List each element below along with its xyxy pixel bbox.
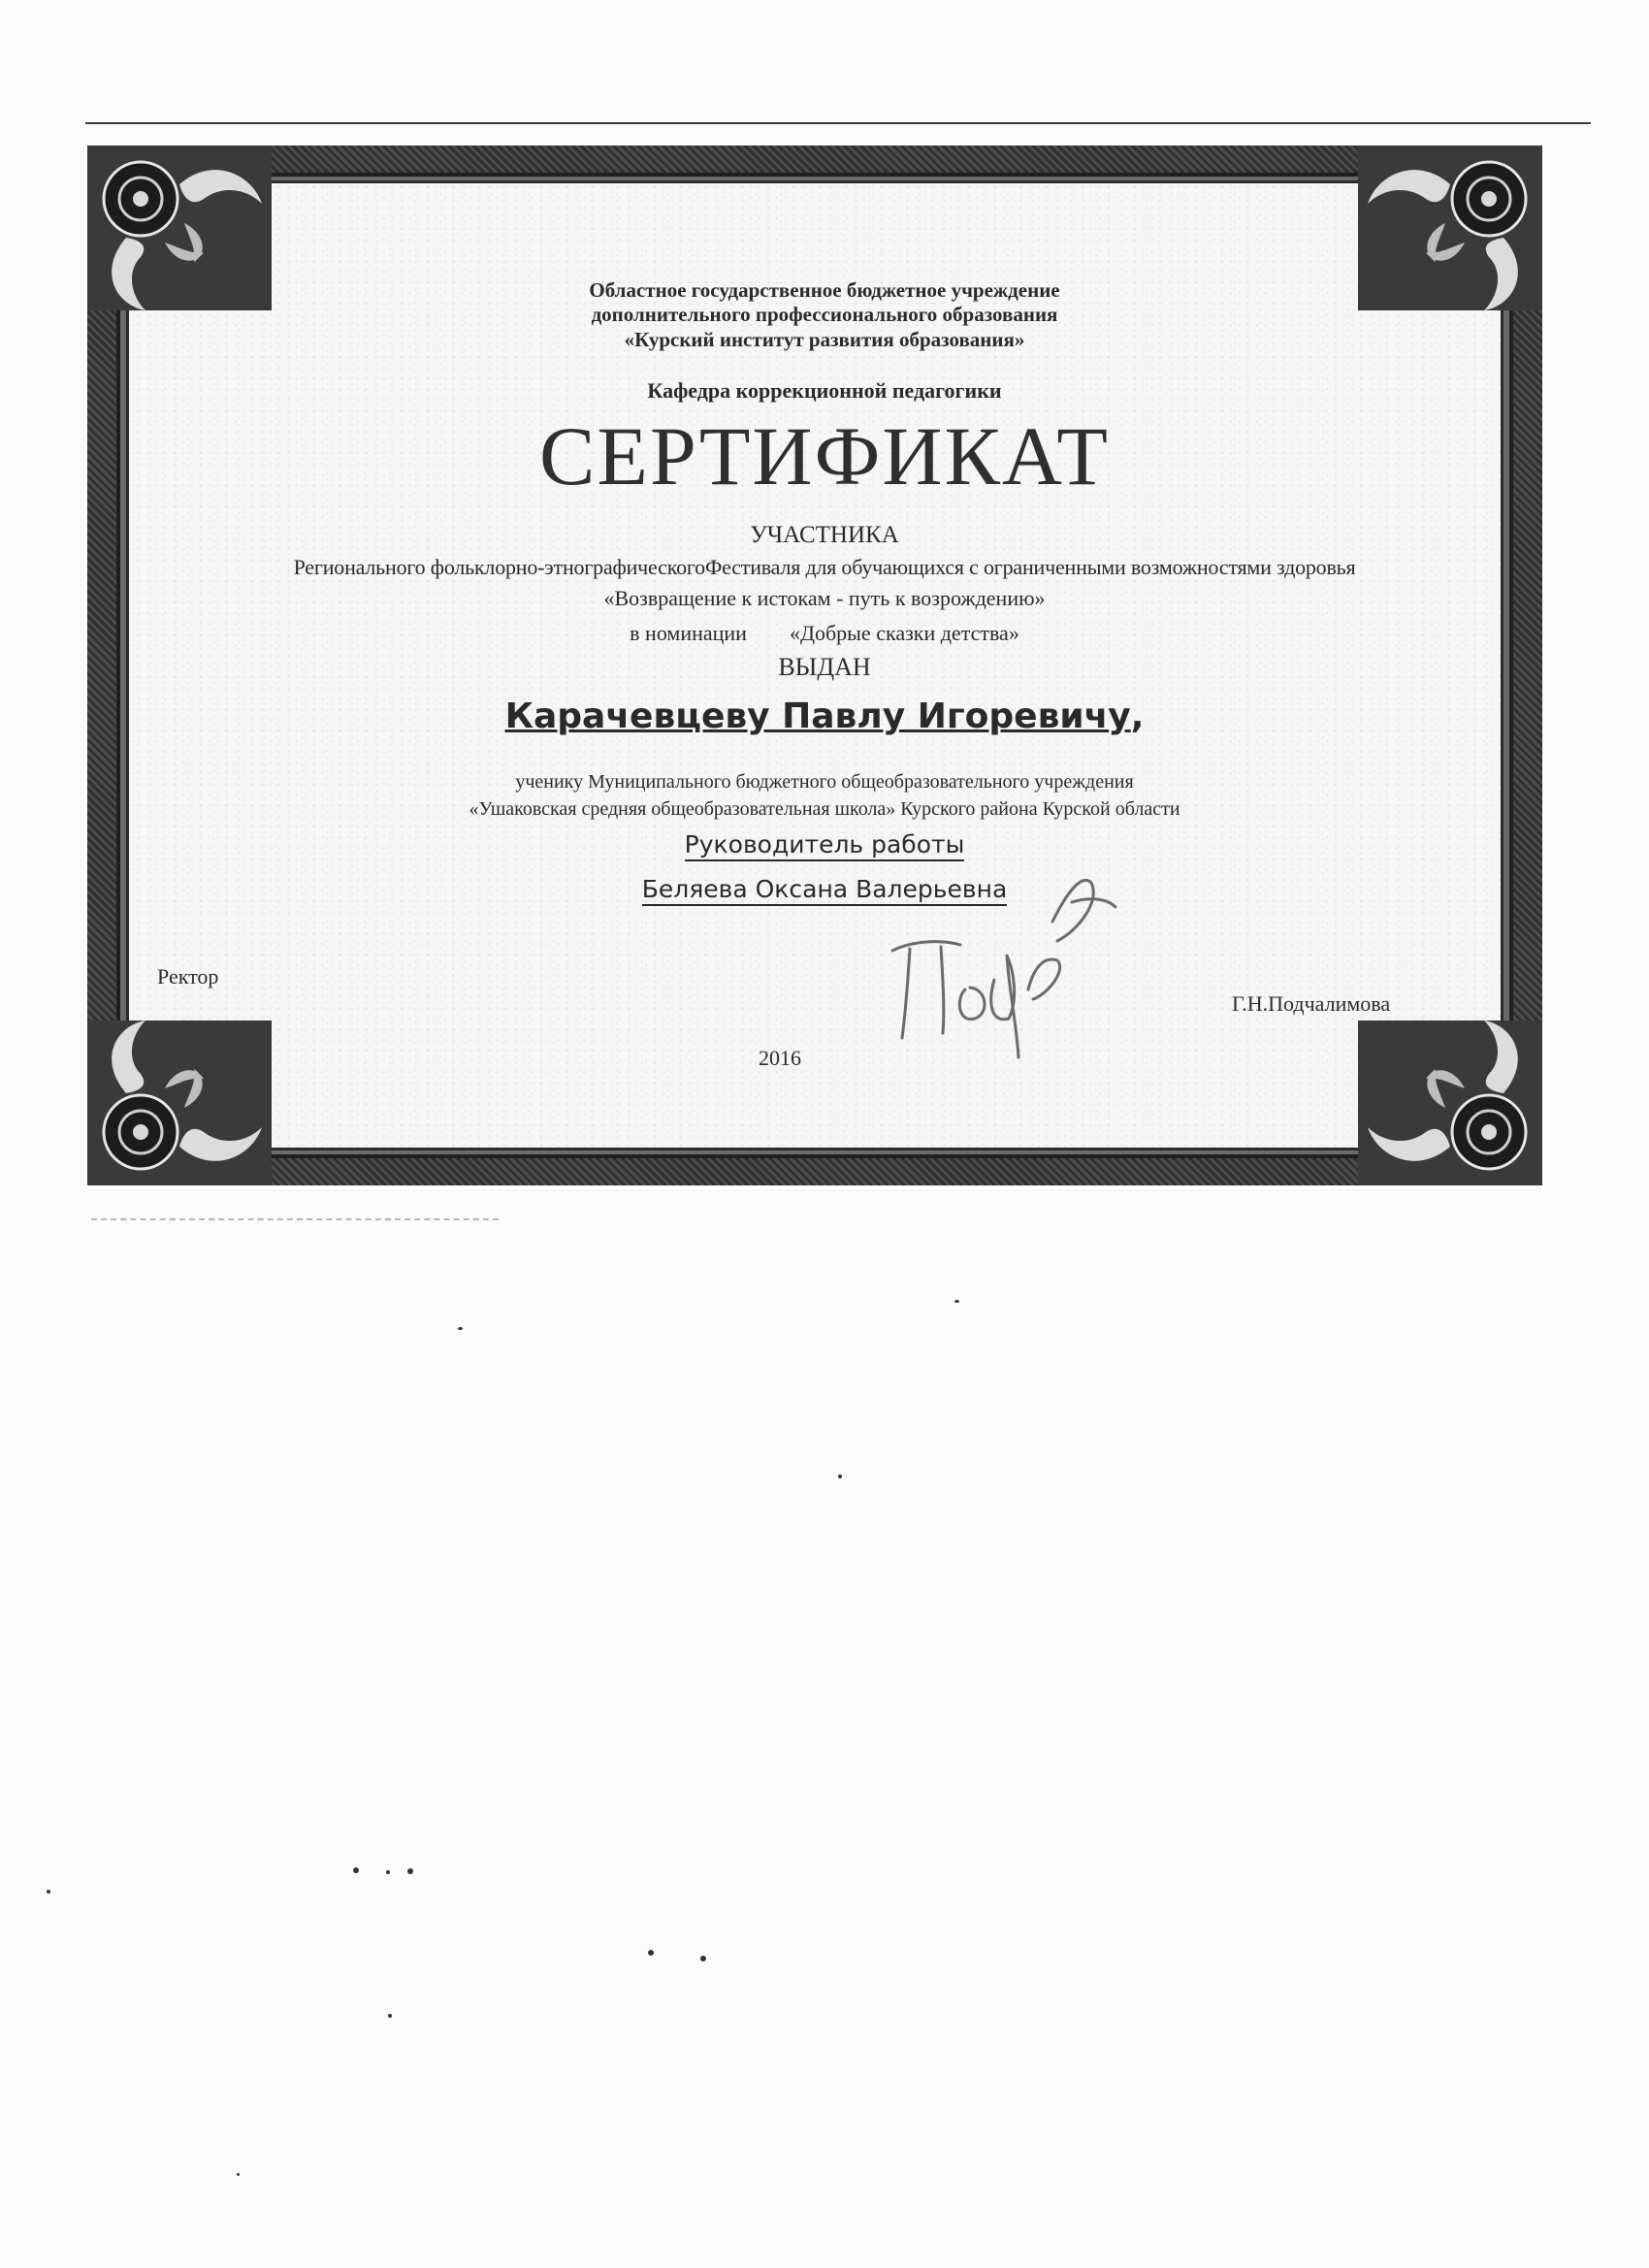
festival-name: Регионального фольклорно-этнографическогоФестиваля для обучающихся с ограниченными возможностями здоровья — [293, 555, 1356, 579]
supervisor-label — [126, 830, 1523, 859]
nomination-value: «Добрые сказки детства» — [789, 621, 1019, 645]
ornament-corner-icon — [87, 1021, 272, 1185]
speck — [386, 1870, 390, 1874]
signature-icon — [873, 863, 1125, 1067]
bottom-edge-line — [91, 1218, 499, 1220]
speck — [388, 2014, 392, 2018]
rector-name: Г.Н.Подчалимова — [1232, 991, 1391, 1016]
supervisor-name-text: Беляева Оксана Валерьевна — [642, 875, 1008, 906]
speck — [954, 1300, 959, 1303]
speck — [47, 1890, 50, 1894]
recipient-suffix: , — [1130, 697, 1145, 736]
speck — [838, 1474, 842, 1478]
festival-motto: «Возвращение к истокам - путь к возрождению» — [603, 586, 1046, 610]
speck — [648, 1950, 654, 1956]
recipient — [126, 697, 1523, 736]
year: 2016 — [759, 1046, 801, 1070]
department: Кафедра коррекционной педагогики — [647, 378, 1002, 403]
participant-label: УЧАСТНИКА — [750, 522, 899, 548]
speck — [237, 2173, 240, 2176]
ornament-corner-icon — [1358, 1021, 1542, 1185]
recipient-name: Карачевцеву Павлу Игоревичу — [504, 697, 1131, 736]
rector-label: Ректор — [157, 964, 219, 988]
nomination-label: в номинации — [630, 621, 747, 645]
speck — [353, 1867, 359, 1873]
speck — [407, 1868, 413, 1874]
supervisor-name — [126, 875, 1523, 903]
pupil-line-2: «Ушаковская средняя общеобразовательная школа» Курского района Курской области — [469, 798, 1180, 820]
issued-label: ВЫДАН — [778, 653, 871, 681]
speck — [700, 1956, 706, 1961]
supervisor-label-text: Руководитель работы — [685, 830, 965, 861]
org-line-3: «Курский институт развития образования» — [624, 328, 1025, 351]
org-line-2: дополнительного профессионального образования — [591, 303, 1058, 326]
nomination — [126, 621, 1523, 646]
top-rule — [85, 122, 1591, 124]
pupil-line-1: ученику Муниципального бюджетного общеобразовательного учреждения — [515, 771, 1134, 793]
org-line-1: Областное государственное бюджетное учреждение — [589, 278, 1060, 302]
certificate-title: СЕРТИФИКАТ — [539, 409, 1110, 502]
speck — [458, 1327, 463, 1330]
